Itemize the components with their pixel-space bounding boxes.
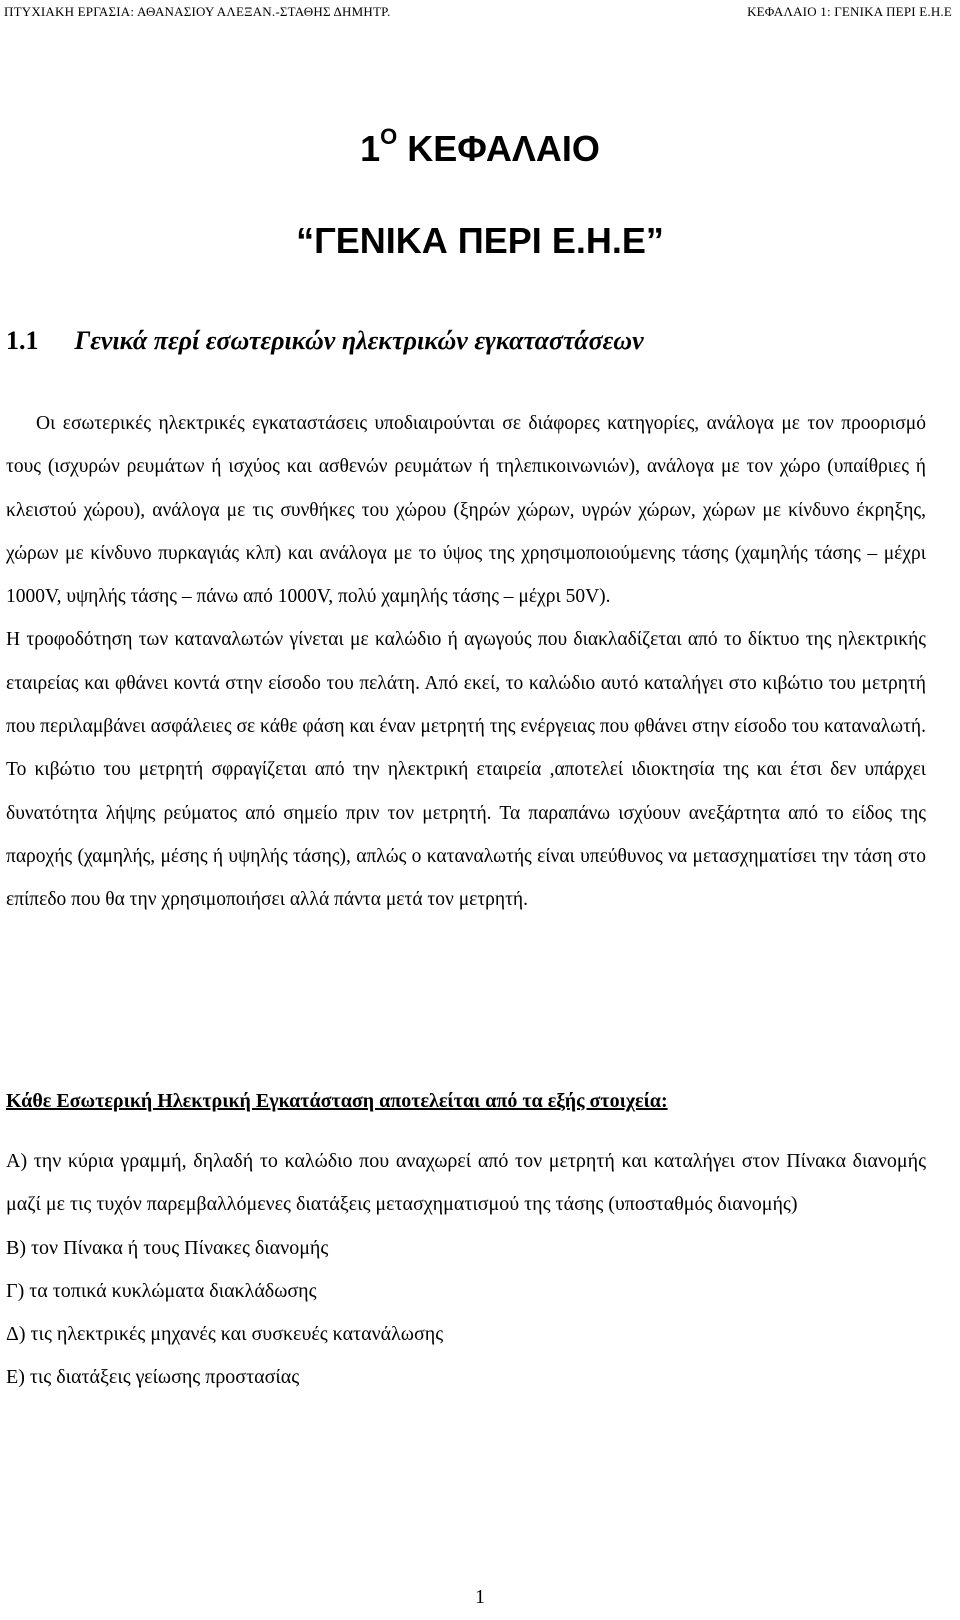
list-heading: Κάθε Εσωτερική Ηλεκτρική Εγκατάσταση αποτελείται από τα εξής στοιχεία: [6, 1090, 668, 1112]
header-left-text: ΠΤΥΧΙΑΚΗ ΕΡΓΑΣΙΑ: ΑΘΑΝΑΣΙΟΥ ΑΛΕΞΑΝ.-ΣΤΑΘΗΣ ΔΗΜΗΤΡ. [4, 4, 391, 19]
page-number: 1 [475, 1586, 485, 1608]
running-header [4, 4, 952, 24]
section-number: 1.1 [6, 326, 39, 355]
chapter-title: “ΓΕΝΙΚΑ ΠΕΡΙ Ε.Η.Ε” [296, 220, 664, 261]
list-item: Ε) τις διατάξεις γείωσης προστασίας [6, 1366, 300, 1389]
list-item: Γ) τα τοπικά κυκλώματα διακλάδωσης [6, 1279, 317, 1302]
section-title: Γενικά περί εσωτερικών ηλεκτρικών εγκαταστάσεων [74, 326, 644, 355]
chapter-word: ΚΕΦΑΛΑΙΟ [407, 128, 600, 169]
paragraph-classification: Οι εσωτερικές ηλεκτρικές εγκαταστάσεις υποδιαιρούνται σε διάφορες κατηγορίες, ανάλογα με τον προορισμό τους (ισχυρών ρευμάτων ή ισχύος και ασθενών ρευμάτων ή τηλεπικοινωνιών), ανάλογα με τον χώρο (υπαίθριες ή κλειστού χώρου), ανάλογα με τις συνθήκες του χώρου (ξηρών χώρων, υγρών χώρων, χώρων με κίνδυνο έκρηξης, χώρων με κίνδυνο πυρκαγιάς κλπ) και ανάλογα με το ύψος της χρησιμοποιούμενης τάσης (χαμηλής τάσης – μέχρι 1000V, υψηλής τάσης – πάνω από 1000V, πολύ χαμηλής τάσης – μέχρι 50V). [6, 413, 926, 608]
list-item: Β) τον Πίνακα ή τους Πίνακες διανομής [6, 1236, 329, 1259]
chapter-number-heading [0, 124, 960, 170]
list-item: Δ) τις ηλεκτρικές μηχανές και συσκευές κατανάλωσης [6, 1323, 444, 1346]
paragraph-supply: Η τροφοδότηση των καταναλωτών γίνεται με καλώδιο ή αγωγούς που διακλαδίζεται από το δίκτυο της ηλεκτρικής εταιρείας και φθάνει κοντά στην είσοδο του πελάτη. Από εκεί, το καλώδιο αυτό καταλήγει στο κιβώτιο του μετρητή που περιλαμβάνει ασφάλειες σε κάθε φάση και έναν μετρητή της ενέργειας που φθάνει στην είσοδο του καταναλωτή. Το κιβώτιο του μετρητή σφραγίζεται από την ηλεκτρική εταιρεία ,αποτελεί ιδιοκτησία της και έτσι δεν υπάρχει δυνατότητα λήψης ρεύματος από σημείο πριν τον μετρητή. Τα παραπάνω ισχύουν ανεξάρτητα από το είδος της παροχής (χαμηλής, μέσης ή υψηλής τάσης), απλώς ο καταναλωτής είναι υπεύθυνος να μετασχηματίσει την τάση στο επίπεδο που θα την χρησιμοποιήσει αλλά πάντα μετά τον μετρητή. [6, 629, 926, 911]
components-list [6, 1140, 926, 1400]
header-right-text: ΚΕΦΑΛΑΙΟ 1: ΓΕΝΙΚΑ ΠΕΡΙ Ε.Η.Ε [747, 4, 952, 19]
body-text [6, 402, 926, 922]
list-item: Α) την κύρια γραμμή, δηλαδή το καλώδιο που αναχωρεί από τον μετρητή και καταλήγει στον Πίνακα διανομής μαζί με τις τυχόν παρεμβαλλόμενες διατάξεις μετασχηματισμού της τάσης (υποσταθμός διανομής) [6, 1150, 926, 1216]
chapter-number: 1 [360, 128, 381, 169]
section-heading [6, 326, 644, 356]
chapter-number-superscript: Ο [380, 124, 398, 149]
